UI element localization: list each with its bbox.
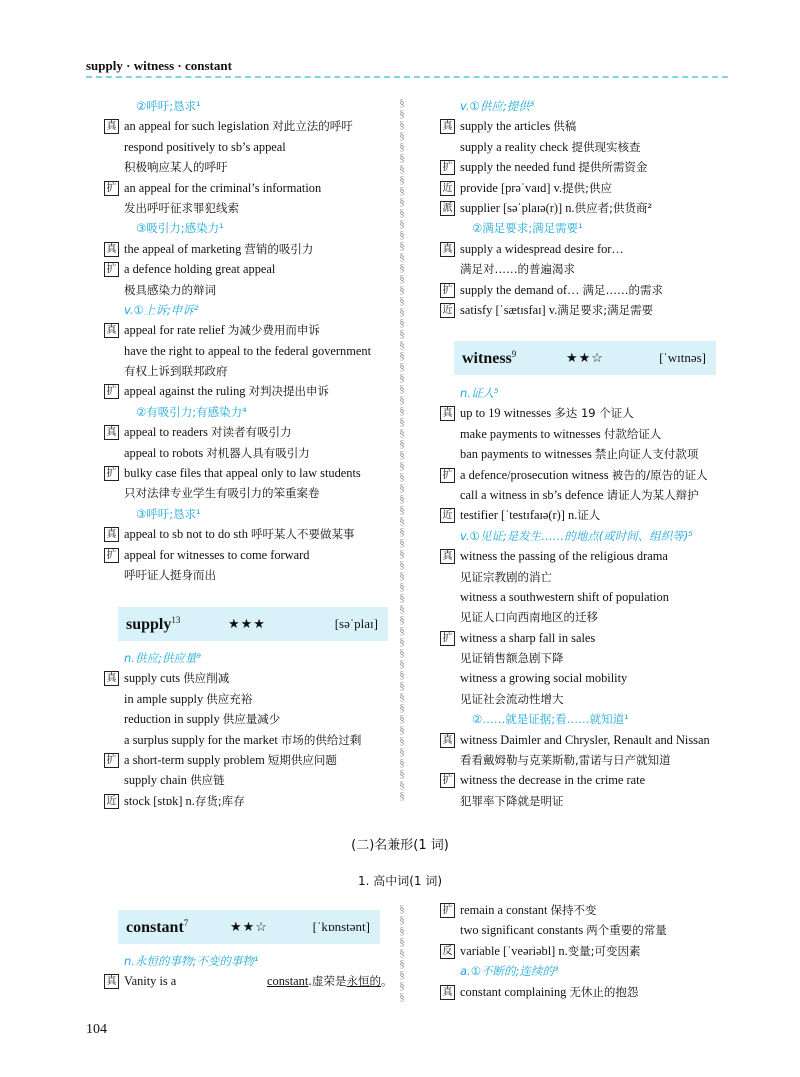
chinese-text: 极具感染力的辩词 bbox=[124, 282, 216, 297]
star-rating: ★★☆ bbox=[230, 919, 268, 934]
example-line bbox=[104, 565, 394, 585]
page-number: 104 bbox=[86, 1022, 107, 1037]
example-line bbox=[104, 239, 394, 259]
chinese-text: 提供;供应 bbox=[562, 180, 612, 195]
chinese-text: 禁止向证人支付款项 bbox=[594, 447, 699, 462]
english-text: appeal to robots bbox=[124, 445, 207, 460]
example-line bbox=[440, 668, 740, 688]
english-text: ban payments to witnesses bbox=[460, 447, 595, 462]
label-tag: 近 bbox=[104, 794, 119, 809]
chinese-text: 满足对……的普遍渴求 bbox=[460, 262, 575, 277]
english-text: witness the passing of the religious drama bbox=[460, 549, 668, 564]
example-line bbox=[104, 422, 394, 442]
example-line bbox=[440, 116, 740, 136]
chinese-text: 无休止的抱怨 bbox=[569, 984, 639, 999]
chinese-text: 多达 19 个证人 bbox=[554, 406, 634, 421]
section-title: (二)名兼形(1 词) bbox=[351, 838, 449, 853]
english-text: supply cuts bbox=[124, 671, 184, 686]
right-column bbox=[440, 96, 740, 320]
chinese-text: 见证人口向西南地区的迁移 bbox=[460, 610, 598, 625]
chinese-text: 供应充裕 bbox=[206, 691, 253, 706]
example-line bbox=[104, 198, 394, 218]
witness-headword-box bbox=[454, 341, 716, 375]
supply-headword-box bbox=[118, 607, 388, 641]
sense-label: ③吸引力;感染力¹ bbox=[136, 221, 224, 236]
english-text: appeal against the ruling bbox=[124, 384, 249, 399]
example-line bbox=[104, 524, 394, 544]
chinese-text: 提供所需资金 bbox=[578, 160, 648, 175]
chinese-text: 发出呼吁征求罪犯线索 bbox=[124, 200, 239, 215]
english-text: appeal to readers bbox=[124, 425, 212, 440]
english-text: respond positively to sb’s appeal bbox=[124, 139, 286, 154]
chinese-text: 供应者;供货商² bbox=[574, 200, 653, 215]
chinese-text: 证人 bbox=[577, 508, 601, 523]
example-line bbox=[440, 791, 740, 811]
label-tag: 真 bbox=[104, 974, 119, 989]
example-line bbox=[440, 941, 740, 961]
english-text: satisfy [ˈsætɪsfaɪ] v. bbox=[460, 302, 558, 317]
chinese-text: 营销的吸引力 bbox=[244, 241, 314, 256]
example-line bbox=[440, 403, 740, 423]
example-line bbox=[440, 465, 740, 485]
chinese-text: 供稿 bbox=[553, 119, 577, 134]
example-line bbox=[440, 178, 740, 198]
sense-heading bbox=[440, 709, 740, 729]
sense-heading bbox=[104, 951, 394, 971]
english-text: a defence holding great appeal bbox=[124, 262, 276, 277]
example-line bbox=[440, 900, 740, 920]
supply-column bbox=[104, 648, 394, 811]
label-tag: 真 bbox=[440, 406, 455, 421]
example-line bbox=[104, 709, 394, 729]
english-text: up to 19 witnesses bbox=[460, 406, 555, 421]
sense-label: v.①见证;是发生……的地点(或时间、组织等)⁵ bbox=[460, 528, 693, 543]
english-text: appeal for rate relief bbox=[124, 323, 228, 338]
english-text: supply the demand of… bbox=[460, 282, 583, 297]
english-text: bulky case files that appeal only to law students bbox=[124, 466, 361, 481]
label-tag: 扩 bbox=[440, 468, 455, 483]
english-text: Vanity is a bbox=[124, 974, 177, 989]
label-tag: 扩 bbox=[440, 283, 455, 298]
chinese-text: 短期供应问题 bbox=[267, 752, 337, 767]
label-tag: 近 bbox=[440, 508, 455, 523]
star-rating: ★★★ bbox=[228, 616, 266, 631]
example-line bbox=[440, 730, 740, 750]
example-line bbox=[104, 381, 394, 401]
label-tag: 近 bbox=[440, 303, 455, 318]
left-column bbox=[104, 96, 394, 585]
sense-label: v.①供应;提供³ bbox=[460, 99, 535, 113]
sense-label: ②呼吁;恳求¹ bbox=[136, 99, 201, 113]
example-line bbox=[104, 483, 394, 503]
sense-label: n.证人⁵ bbox=[460, 386, 499, 400]
english-text: stock [stɒk] n. bbox=[124, 793, 195, 808]
chinese-text: 对判决提出申诉 bbox=[248, 384, 330, 399]
example-line bbox=[104, 178, 394, 198]
sense-label: ③呼吁;恳求¹ bbox=[136, 506, 201, 521]
chinese-text: 满足……的需求 bbox=[582, 282, 664, 297]
chinese-text: 对机器人具有吸引力 bbox=[206, 445, 310, 460]
phonetic: [ˈwɪtnəs] bbox=[659, 350, 706, 365]
label-tag: 派 bbox=[440, 201, 455, 216]
example-line bbox=[440, 137, 740, 157]
english-text: appeal for witnesses to come forward bbox=[124, 547, 310, 562]
chinese-text: 对读者有吸引力 bbox=[211, 425, 292, 440]
sense-label: a.①不断的;连续的³ bbox=[460, 964, 559, 979]
english-text: supply the articles bbox=[460, 119, 554, 134]
english-text: witness a sharp fall in sales bbox=[460, 630, 596, 645]
column-divider: § § § § § § § § § § § § § § § § § § § § § § § § § § § § § § § § § § § § § § § § § § § § § § § § § § § § § § § § § § § § § § § § bbox=[399, 98, 405, 802]
example-line bbox=[440, 920, 740, 940]
chinese-text: 有权上诉到联邦政府 bbox=[124, 364, 228, 379]
sense-heading bbox=[104, 218, 394, 238]
chinese-text: 犯罪率下降就是明证 bbox=[460, 793, 564, 808]
english-text: witness a southwestern shift of population bbox=[460, 589, 669, 604]
label-tag: 扩 bbox=[104, 548, 119, 563]
chinese-text: 看看戴姆勒与克莱斯勒,雷诺与日产就知道 bbox=[460, 753, 671, 768]
example-line bbox=[440, 198, 740, 218]
sense-heading bbox=[104, 402, 394, 422]
label-tag: 真 bbox=[104, 323, 119, 338]
phonetic: [ˈkɒnstənt] bbox=[312, 919, 370, 934]
example-line bbox=[104, 770, 394, 790]
label-tag: 真 bbox=[104, 425, 119, 440]
example-line bbox=[104, 443, 394, 463]
english-text: constant complaining bbox=[460, 984, 570, 999]
english-text: witness the decrease in the crime rate bbox=[460, 773, 646, 788]
subsection-title: 1. 高中词(1 词) bbox=[357, 874, 443, 888]
english-text: supply a reality check bbox=[460, 139, 572, 154]
example-line bbox=[104, 280, 394, 300]
chinese-text: 供应链 bbox=[190, 773, 225, 788]
example-line bbox=[104, 689, 394, 709]
label-tag: 扩 bbox=[440, 631, 455, 646]
example-line bbox=[440, 648, 740, 668]
english-text: a surplus supply for the market bbox=[124, 732, 281, 747]
headword: constant$^7$ bbox=[126, 918, 189, 937]
english-text: witness a growing social mobility bbox=[460, 671, 628, 686]
sense-label: v.①上诉;申诉² bbox=[124, 302, 199, 317]
english-text: witness Daimler and Chrysler, Renault and Nissan bbox=[460, 732, 710, 747]
english-text: provide [prəˈvaɪd] v. bbox=[460, 180, 563, 195]
chinese-text: 呼吁证人挺身而出 bbox=[124, 567, 216, 582]
english-text: two significant constants bbox=[460, 923, 587, 938]
chinese-text: 满足要求;满足需要 bbox=[557, 302, 654, 317]
label-tag: 真 bbox=[440, 119, 455, 134]
english-text: appeal to sb not to do sth bbox=[124, 527, 251, 542]
chinese-text: 两个重要的常量 bbox=[586, 923, 667, 938]
example-line bbox=[440, 587, 740, 607]
chinese-text: 供应量减少 bbox=[222, 712, 281, 727]
example-line bbox=[104, 668, 394, 688]
sense-label: ②满足要求;满足需要¹ bbox=[472, 221, 583, 236]
example-line bbox=[104, 791, 394, 811]
header-rule bbox=[86, 76, 728, 78]
chinese-text: 积极响应某人的呼吁 bbox=[124, 160, 228, 175]
sense-heading bbox=[440, 526, 740, 546]
label-tag: 真 bbox=[440, 733, 455, 748]
english-text: testifier [ˈtestɪfaɪə(r)] n. bbox=[460, 508, 578, 523]
chinese-text: 呼吁某人不要做某事 bbox=[251, 527, 355, 542]
column-divider-bottom: § § § § § § § § § bbox=[399, 904, 405, 1003]
english-text: the appeal of marketing bbox=[124, 241, 245, 256]
sense-heading bbox=[104, 300, 394, 320]
label-tag: 扩 bbox=[104, 181, 119, 196]
label-tag: 扩 bbox=[440, 160, 455, 175]
example-line bbox=[440, 982, 740, 1002]
label-tag: 真 bbox=[440, 549, 455, 564]
example-line bbox=[440, 750, 740, 770]
example-line bbox=[440, 546, 740, 566]
constant-headword-box bbox=[118, 910, 380, 944]
headword: witness$^9$ bbox=[462, 349, 517, 368]
headword: supply$^{13}$ bbox=[126, 615, 181, 634]
example-line bbox=[440, 628, 740, 648]
label-tag: 扩 bbox=[104, 753, 119, 768]
label-tag: 扩 bbox=[440, 773, 455, 788]
example-line bbox=[104, 463, 394, 483]
example-line bbox=[440, 689, 740, 709]
english-text: remain a constant bbox=[460, 903, 551, 917]
chinese-text: 见证社会流动性增大 bbox=[460, 691, 564, 706]
label-tag: 反 bbox=[440, 944, 455, 959]
english-text: variable [ˈveəriəbl] n. bbox=[460, 943, 568, 958]
example-line bbox=[440, 567, 740, 587]
example-line bbox=[104, 320, 394, 340]
chinese-text: 供应削减 bbox=[183, 671, 230, 686]
phonetic: [səˈplaɪ] bbox=[334, 616, 378, 631]
example-line bbox=[440, 424, 740, 444]
witness-column bbox=[440, 383, 740, 811]
label-tag: 扩 bbox=[104, 466, 119, 481]
chinese-text: 请证人为某人辩护 bbox=[606, 487, 699, 502]
chinese-text: 对此立法的呼吁 bbox=[272, 119, 353, 134]
chinese-text: 存货;库存 bbox=[194, 793, 245, 808]
sense-heading bbox=[440, 218, 740, 238]
sense-heading bbox=[440, 96, 740, 116]
example-line bbox=[440, 607, 740, 627]
label-tag: 真 bbox=[104, 671, 119, 686]
chinese-text: 市场的供给过剩 bbox=[280, 732, 362, 747]
example-line bbox=[104, 157, 394, 177]
example-line bbox=[440, 259, 740, 279]
example-line bbox=[440, 485, 740, 505]
chinese-text: 付款给证人 bbox=[603, 426, 662, 441]
english-text: in ample supply bbox=[124, 691, 207, 706]
label-tag: 扩 bbox=[104, 262, 119, 277]
chinese-text: 变量;可变因素 bbox=[567, 943, 641, 958]
sense-heading bbox=[440, 961, 740, 981]
chinese-text: 保持不变 bbox=[550, 903, 597, 917]
label-tag: 近 bbox=[440, 181, 455, 196]
english-text: supply chain bbox=[124, 773, 191, 788]
english-text: supplier [səˈplaɪə(r)] n. bbox=[460, 200, 575, 215]
english-text: a defence/prosecution witness bbox=[460, 467, 612, 482]
english-text: a short-term supply problem bbox=[124, 752, 268, 767]
example-line bbox=[104, 545, 394, 565]
sense-label: ②……就是证据;看……就知道¹ bbox=[472, 712, 629, 727]
english-text: supply a widespread desire for… bbox=[460, 241, 624, 256]
label-tag: 真 bbox=[104, 242, 119, 257]
example-line bbox=[104, 116, 394, 136]
english-text: call a witness in sb’s defence bbox=[460, 487, 607, 502]
example-line bbox=[440, 157, 740, 177]
sense-label: n.永恒的事物;不变的事物¹ bbox=[124, 954, 259, 968]
label-tag: 真 bbox=[104, 119, 119, 134]
star-rating: ★★☆ bbox=[566, 350, 604, 365]
example-line bbox=[440, 300, 740, 320]
label-tag: 扩 bbox=[440, 903, 455, 918]
example-line bbox=[440, 444, 740, 464]
sense-heading bbox=[104, 648, 394, 668]
sense-heading bbox=[104, 504, 394, 524]
chinese-text: 为减少费用而申诉 bbox=[227, 323, 320, 338]
label-tag: 真 bbox=[440, 242, 455, 257]
english-text: an appeal for the criminal’s information bbox=[124, 180, 322, 195]
example-line bbox=[104, 750, 394, 770]
example-line bbox=[440, 239, 740, 259]
chinese-text: 被告的/原告的证人 bbox=[611, 467, 708, 482]
english-text: make payments to witnesses bbox=[460, 426, 604, 441]
english-text: supply the needed fund bbox=[460, 160, 579, 175]
label-tag: 扩 bbox=[104, 384, 119, 399]
sense-heading bbox=[104, 96, 394, 116]
sense-label: n.供应;供应量⁹ bbox=[124, 651, 201, 665]
example-line bbox=[104, 137, 394, 157]
example-line bbox=[440, 280, 740, 300]
chinese-text: 见证销售额急剧下降 bbox=[460, 651, 564, 666]
chinese-text: 见证宗教剧的消亡 bbox=[460, 569, 552, 584]
sense-heading bbox=[440, 383, 740, 403]
sense-label: ②有吸引力;有感染力⁴ bbox=[136, 404, 247, 419]
english-text: reduction in supply bbox=[124, 712, 223, 727]
example-line bbox=[104, 341, 394, 361]
label-tag: 真 bbox=[440, 985, 455, 1000]
example-line bbox=[104, 361, 394, 381]
chinese-text: 提供现实核查 bbox=[571, 139, 641, 154]
example-line bbox=[440, 505, 740, 525]
english-text: have the right to appeal to the federal government bbox=[124, 343, 372, 358]
example-line bbox=[440, 770, 740, 790]
example-line bbox=[104, 730, 394, 750]
chinese-text: 只对法律专业学生有吸引力的笨重案卷 bbox=[124, 486, 320, 501]
running-header: supply · witness · constant bbox=[86, 58, 232, 73]
label-tag: 真 bbox=[104, 527, 119, 542]
example-line bbox=[104, 259, 394, 279]
english-text: an appeal for such legislation bbox=[124, 119, 273, 134]
constant-right-column bbox=[440, 900, 740, 1002]
example-sentence: constant.虚荣是永恒的。 bbox=[267, 974, 393, 988]
